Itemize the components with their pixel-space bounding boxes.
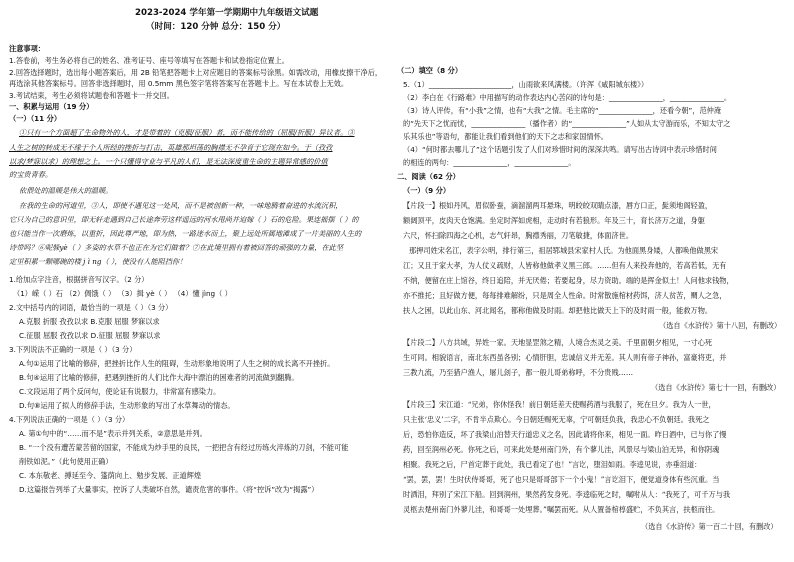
left-text-line: 1.答卷前，考生务必将自己的姓名、准考证号、座号等填写在答题卡和试卷指定位置上。 <box>9 56 289 65</box>
right-text-line: 额阔顶平，皮肉天仓饱满。坐定时浑如虎相，走动时有若狼形。年及三十，育长济万之道，身躯 <box>403 216 705 225</box>
left-text-line: 人生之树的转成无不缘于个人所经的挫折与打击，英雄那坦荡的胸襟无不孕育于它现在如今。于（孜孜 <box>9 143 333 152</box>
right-text-line: （选自《水浒传》第一百二十回，有删改） <box>641 522 778 531</box>
left-text-line: （1）嵘（ ）石 （2）倜饿（ ） （3）揖 yè（ ） （4）懂 jìng（ ） <box>13 289 232 298</box>
left-text-line: A.克服 折服 孜孜以求 B.克服 屈服 梦寐以求 <box>19 317 160 326</box>
right-text-line: 【片段一】根如丹风，眉似卧蚕，滴溜溜两耳悬珠，明皎皎双睛点漆，唇方口正，髭须地阁轻盈， <box>403 201 713 210</box>
right-text-line: 药，回至润州必死。你死之后，可来此处楚州南门外，有个蓼儿洼，风景尽与梁山泊无异，和你阴魂 <box>403 445 720 454</box>
left-text-line: 在我的生命的河道里，③人，即使不遇见这一处风，而不是被创新一种，一味地腾着奋进的水流沉积， <box>19 201 343 210</box>
left-text-line: C.征服 屈服 孜孜以求 D.征服 屈服 梦寐以求 <box>19 331 161 340</box>
right-text-line: 5.（1）_______________________，山雨欲来风满楼。（许浑《咸阳城东楼》） <box>403 80 649 89</box>
left-text-line: 2.文中括号内的词语，最恰当的一项是（ ）（3 分） <box>9 303 173 312</box>
right-text-line: 六尺，怀扫除四海之心机，志气轩昂，胸襟秀丽，刀笔敏捷，体面济世。 <box>403 231 634 240</box>
left-text-line: 4.下列说法正确的一项是（ ）（3 分） <box>9 415 130 424</box>
right-text-line: 那押司姓宋名江，表字公明，排行第三，祖居郓城县宋家村人氏。为他面黑身矮，人都唤他做黑宋 <box>409 246 719 255</box>
left-text-line: 注意事项： <box>9 44 45 53</box>
left-text-line: 也只能当作一次磨炼，以重折，因此尊严地，即为热，一路迷水而上，聚上远处所属地滩成了一片美丽的人生的 <box>9 229 362 238</box>
left-text-line: A.句①运用了比喻的修辞，把挫折比作人生的阻碍，生动形象地说明了人生之树的成长离不开挫折。 <box>19 359 335 368</box>
right-text-line: （2）李白在《行路难》中用描写的动作表达内心苦闷的诗句是：_______________，_______________。 <box>403 93 732 102</box>
right-text-line: （3）诗人评传，有“小我”之情，也有“大我”之情。毛主席的“_______________，还看今朝”，范仲淹 <box>403 106 722 115</box>
right-text-line: 的“先天下之忧而忧，_______________（播作者）的“_______________”人如从太守游而乐，不知太守之 <box>403 119 731 128</box>
right-text-line: 亦不推托；且好做方便，每每排难解纷，只是周全人性命。时常散施棺材药饵，济人贫苦，赒人之急， <box>403 291 727 300</box>
left-text-line: 它只为自己的意识里，即无轩走遇到自己长途奔劳这样遥远的河水甩尚并迫嫁（ ）石的危险。果连摇摆（ ）的 <box>9 215 359 224</box>
left-text-line: 一、积累与运用（19 分） <box>9 102 94 111</box>
right-text-line: （选自《水浒传》第十八回，有删改） <box>659 321 782 330</box>
right-text-line: 乐其乐也”等语句，都能让我们看到他们的天下之志和家国情怀。 <box>403 132 608 141</box>
right-text-line: “罢，罢，罢！生时伏侍哥哥，死了也只是哥哥部下一个小鬼！”言讫泪下，便觉道身体有些沉重。当 <box>403 475 720 484</box>
left-text-line: 3.考试结束，考生必须将试题卷和答题卡一并交回。 <box>9 91 174 100</box>
left-text-line: C. 本东敬老、搏延至今、篷荫向上、勉步发展、正道辉煌 <box>19 471 202 480</box>
left-text-line: （时间：120 分钟 总分：150 分） <box>146 22 286 32</box>
right-text-line: 【片段二】八方共域，异姓一家。天地显罡煞之精，人境合杰灵之美。千里面朝夕相见，一寸心死 <box>403 338 713 347</box>
left-text-line: B. “一个没有遭苦蒙苦留的国家，不能成为炒手里的良民，一把把含有经过历练火淬炼的刀剑，不能可能 <box>19 443 349 452</box>
left-text-line: 削铁如泥。”（此句使用正确） <box>19 457 113 466</box>
left-text-line: 2023-2024 学年第一学期期中九年级语文试题 <box>135 8 319 18</box>
right-text-line: 相聚。我死之后，尸首定葬于此处，我已看定了也！”言讫，堕泪如雨。李逵见说，亦垂泪道： <box>403 460 702 469</box>
right-text-line: 扶人之困，以此山东、河北闻名，都称他做及时雨。却把他比做天上下的及时雨一般，能救万物。 <box>403 306 713 315</box>
right-text-line: （选自《水浒传》第七十一回，有删改） <box>651 383 781 392</box>
right-text-line: 江；又且于家大孝，为人仗义疏财，人皆称他做孝义黑三郎。……但有人来投奔他的，若高若低，无有 <box>403 261 727 270</box>
right-text-line: 不纳，便留在庄上馆谷，终日追陪，并无厌倦；若要起身，尽力资助。端的是挥金似土！人问他求钱物， <box>403 276 734 285</box>
left-text-line: 以求/梦寐以求）的理想之上。一个只懂得守业与平凡的人们，是无法深度重生命的主题异常感的价值 <box>9 157 328 166</box>
right-text-line: 三教九流，乃至猎户渔人，屠儿刽子，都一般儿哥弟称呼，不分贵贱…… <box>403 368 634 377</box>
right-text-line: 灵柩去楚州南门外蓼儿洼，和哥哥一处埋葬。”嘱罢而死。从人置备棺椁盛贮，不负其言，扶柩而往。 <box>403 505 720 514</box>
right-text-line: （4）“何时都去哪儿了”这个话题引发了人们对珍惜时间的深深共鸣。请写出古诗词中表示珍惜时间 <box>403 145 717 154</box>
right-text-line: 【片段三】宋江道：“兄弟，你休怪我！前日朝廷差天使赐药酒与我服了，死在旦夕。我为人一世， <box>403 400 716 409</box>
right-text-line: 只主张‘忠义’二字，不肯半点欺心。今日朝廷赐死无辜，宁可朝廷负我，我忠心不负朝廷。我死之 <box>403 415 710 424</box>
left-text-line: 定里积累一颗哪碗的楼 j ì ng（ ），使没有人能阻挡你！ <box>9 257 187 266</box>
right-text-line: 的相连的两句：_______________，_______________。 <box>403 158 576 167</box>
left-text-line: 3.下列说法不正确的一项是（ ）（3 分） <box>9 345 137 354</box>
right-text-line: 二、阅读（62 分） <box>397 172 460 181</box>
left-text-line: 的宝贵青春。 <box>9 170 53 179</box>
left-text-line: A. 第①句中的“……而不是”表示并列关系，②意思是并列。 <box>19 429 207 438</box>
left-text-line: B.句④运用了比喻的修辞，把遇到挫折的人们比作大海中漂泊的困难者的河流做到翻腾。 <box>19 373 299 382</box>
right-text-line: （一）（9 分） <box>403 186 451 195</box>
right-text-line: 生可同。相貌语言，南北东西虽各别；心情肝胆，忠诚信义并无差。其人则有帝子神孙，富豪将吏，并 <box>403 353 727 362</box>
left-text-line: （一）（11 分） <box>9 114 62 123</box>
left-text-line: ①只有一个方面超了生命物外的人，才是带着的（克服/征服）者，而不能传给的（屈服/折服）异议者。③ <box>19 128 355 137</box>
left-text-line: D.这篇报告列举了大量事实，控诉了人类破坏自然，谴责危害的事件。（将“控诉”改为“揭露”） <box>19 485 319 494</box>
right-text-line: （二）填空（8 分） <box>397 66 463 75</box>
left-text-line: D.句⑧运用了拟人的修辞手法，生动形象的写出了水草舞动的情态。 <box>19 401 235 410</box>
left-text-line: 1.给加点字注音，根据拼音写汉字。（2 分） <box>9 275 149 284</box>
right-text-line: 时洒泪，拜别了宋江下船。回到润州，果然药发身死。李逵临死之时，嘱咐从人：“我死了，可千万与我 <box>403 490 731 499</box>
left-text-line: C.文段运用了两个反问句，使论证有说服力，非常富有感染力。 <box>19 387 221 396</box>
left-text-line: 依偎处的温暖是伟大的温暖。 <box>19 186 113 195</box>
left-text-line: 2.回答选择题时，选出每小题答案后，用 2B 铅笔把答题卡上对应题目的答案标号涂黑。如需改动，用橡皮擦干净后， <box>9 68 383 77</box>
left-text-line: 再选涂其他答案标号。回答非选择题时，用 0.5mm 黑色签字笔将答案写在答题卡上。写在本试卷上无效。 <box>9 79 349 88</box>
left-text-line: 诗带吗？⑥呢躲yè（ ）多姿的水草不也正在为它们做着？⑦在此境里拥有着被回答的顽强的力量，在此坚 <box>9 243 344 252</box>
right-text-line: 后，恐怕你造反，坏了我梁山泊替天行道忠义之名，因此请将你来，相见一面。昨日酒中，已与你了慢 <box>403 430 727 439</box>
